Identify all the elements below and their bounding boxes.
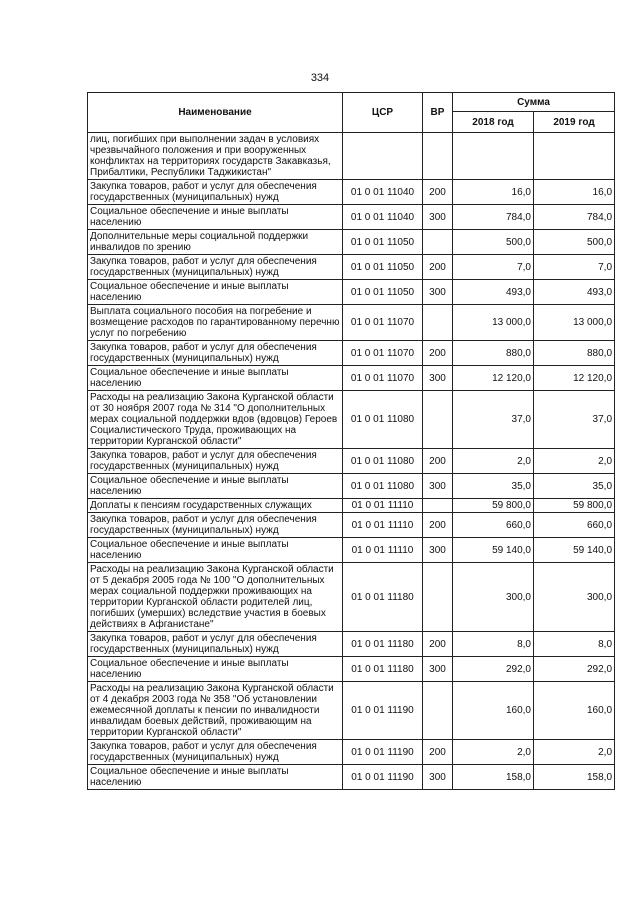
row-2019-cell: 292,0 [534, 657, 615, 682]
table-row [88, 682, 615, 740]
header-vr: ВР [423, 93, 453, 133]
row-2019-cell: 13 000,0 [534, 305, 615, 341]
row-2019-cell: 2,0 [534, 740, 615, 765]
row-vr-cell [423, 305, 453, 341]
row-vr-cell: 200 [423, 513, 453, 538]
row-2018-cell [453, 133, 534, 180]
row-csr-cell: 01 0 01 11180 [343, 563, 423, 632]
row-vr-cell: 200 [423, 180, 453, 205]
header-2019: 2019 год [534, 112, 615, 133]
row-name-cell: Социальное обеспечение и иные выплаты населению [88, 474, 343, 499]
row-2019-cell: 37,0 [534, 391, 615, 449]
row-2018-cell: 160,0 [453, 682, 534, 740]
row-csr-cell: 01 0 01 11080 [343, 474, 423, 499]
row-csr-cell: 01 0 01 11070 [343, 341, 423, 366]
table-row [88, 765, 615, 790]
row-2018-cell: 12 120,0 [453, 366, 534, 391]
row-2019-cell: 12 120,0 [534, 366, 615, 391]
row-2019-cell: 880,0 [534, 341, 615, 366]
row-2019-cell: 158,0 [534, 765, 615, 790]
row-vr-cell: 300 [423, 280, 453, 305]
table-row [88, 740, 615, 765]
table-row [88, 513, 615, 538]
row-2018-cell: 880,0 [453, 341, 534, 366]
table-row [88, 305, 615, 341]
row-csr-cell: 01 0 01 11110 [343, 513, 423, 538]
row-vr-cell [423, 499, 453, 513]
row-csr-cell: 01 0 01 11040 [343, 205, 423, 230]
row-csr-cell: 01 0 01 11050 [343, 230, 423, 255]
row-vr-cell: 300 [423, 366, 453, 391]
row-2018-cell: 59 140,0 [453, 538, 534, 563]
row-csr-cell: 01 0 01 11080 [343, 449, 423, 474]
row-2019-cell: 7,0 [534, 255, 615, 280]
row-2019-cell: 500,0 [534, 230, 615, 255]
row-2018-cell: 158,0 [453, 765, 534, 790]
row-csr-cell: 01 0 01 11190 [343, 740, 423, 765]
budget-table [87, 92, 615, 790]
row-2019-cell [534, 133, 615, 180]
row-csr-cell: 01 0 01 11070 [343, 305, 423, 341]
row-2019-cell: 59 800,0 [534, 499, 615, 513]
row-csr-cell: 01 0 01 11050 [343, 280, 423, 305]
row-csr-cell: 01 0 01 11180 [343, 632, 423, 657]
row-2018-cell: 784,0 [453, 205, 534, 230]
row-2018-cell: 292,0 [453, 657, 534, 682]
row-vr-cell: 200 [423, 341, 453, 366]
row-2018-cell: 500,0 [453, 230, 534, 255]
row-vr-cell [423, 230, 453, 255]
row-csr-cell: 01 0 01 11190 [343, 682, 423, 740]
table-row [88, 205, 615, 230]
row-2019-cell: 35,0 [534, 474, 615, 499]
row-name-cell: Закупка товаров, работ и услуг для обеспечения государственных (муниципальных) нужд [88, 513, 343, 538]
row-vr-cell [423, 391, 453, 449]
page-number: 334 [310, 72, 330, 84]
table-row [88, 280, 615, 305]
table-row [88, 449, 615, 474]
row-name-cell: Выплата социального пособия на погребение и возмещение расходов по гарантированному перечню услуг по погребению [88, 305, 343, 341]
row-name-cell: Закупка товаров, работ и услуг для обеспечения государственных (муниципальных) нужд [88, 449, 343, 474]
row-2019-cell: 300,0 [534, 563, 615, 632]
row-2018-cell: 493,0 [453, 280, 534, 305]
table-row [88, 366, 615, 391]
row-2018-cell: 59 800,0 [453, 499, 534, 513]
row-2018-cell: 8,0 [453, 632, 534, 657]
row-name-cell: Закупка товаров, работ и услуг для обеспечения государственных (муниципальных) нужд [88, 180, 343, 205]
header-csr: ЦСР [343, 93, 423, 133]
table-row [88, 538, 615, 563]
row-csr-cell: 01 0 01 11070 [343, 366, 423, 391]
row-vr-cell: 300 [423, 205, 453, 230]
row-2019-cell: 59 140,0 [534, 538, 615, 563]
row-csr-cell: 01 0 01 11080 [343, 391, 423, 449]
row-vr-cell [423, 563, 453, 632]
row-2019-cell: 493,0 [534, 280, 615, 305]
row-name-cell: Социальное обеспечение и иные выплаты населению [88, 366, 343, 391]
row-vr-cell: 300 [423, 538, 453, 563]
table-row [88, 133, 615, 180]
row-name-cell: Доплаты к пенсиям государственных служащих [88, 499, 343, 513]
row-vr-cell [423, 682, 453, 740]
row-2018-cell: 37,0 [453, 391, 534, 449]
row-csr-cell: 01 0 01 11110 [343, 499, 423, 513]
table-row [88, 563, 615, 632]
row-2018-cell: 300,0 [453, 563, 534, 632]
table-row [88, 255, 615, 280]
row-2019-cell: 784,0 [534, 205, 615, 230]
header-sum: Сумма [453, 93, 615, 112]
row-name-cell: Социальное обеспечение и иные выплаты населению [88, 657, 343, 682]
row-name-cell: Дополнительные меры социальной поддержки инвалидов по зрению [88, 230, 343, 255]
table-row [88, 230, 615, 255]
row-2019-cell: 160,0 [534, 682, 615, 740]
table-header [88, 93, 615, 133]
row-name-cell: Социальное обеспечение и иные выплаты населению [88, 538, 343, 563]
table-row [88, 474, 615, 499]
table-row [88, 632, 615, 657]
row-2018-cell: 7,0 [453, 255, 534, 280]
row-csr-cell: 01 0 01 11180 [343, 657, 423, 682]
row-2019-cell: 2,0 [534, 449, 615, 474]
row-name-cell: лиц, погибших при выполнении задач в условиях чрезвычайного положения и при вооруженных конфликтах на территориях государств Закавказья, Прибалтики, Республики Таджикистан" [88, 133, 343, 180]
row-name-cell: Закупка товаров, работ и услуг для обеспечения государственных (муниципальных) нужд [88, 255, 343, 280]
row-vr-cell: 300 [423, 765, 453, 790]
row-name-cell: Закупка товаров, работ и услуг для обеспечения государственных (муниципальных) нужд [88, 632, 343, 657]
row-vr-cell: 200 [423, 255, 453, 280]
row-vr-cell: 200 [423, 449, 453, 474]
row-name-cell: Социальное обеспечение и иные выплаты населению [88, 765, 343, 790]
table-row [88, 180, 615, 205]
row-csr-cell: 01 0 01 11110 [343, 538, 423, 563]
table-row [88, 341, 615, 366]
table-row [88, 657, 615, 682]
row-name-cell: Социальное обеспечение и иные выплаты населению [88, 280, 343, 305]
row-csr-cell [343, 133, 423, 180]
row-csr-cell: 01 0 01 11040 [343, 180, 423, 205]
row-name-cell: Расходы на реализацию Закона Курганской области от 4 декабря 2003 года № 358 "Об установлении ежемесячной доплаты к пенсии по инвалидности инвалидам боевых действий, проживающим на территории Курганской области" [88, 682, 343, 740]
row-vr-cell: 200 [423, 632, 453, 657]
row-name-cell: Социальное обеспечение и иные выплаты населению [88, 205, 343, 230]
table-body [88, 133, 615, 790]
row-2019-cell: 8,0 [534, 632, 615, 657]
row-name-cell: Закупка товаров, работ и услуг для обеспечения государственных (муниципальных) нужд [88, 740, 343, 765]
row-2019-cell: 16,0 [534, 180, 615, 205]
row-2018-cell: 2,0 [453, 740, 534, 765]
row-name-cell: Закупка товаров, работ и услуг для обеспечения государственных (муниципальных) нужд [88, 341, 343, 366]
row-vr-cell: 200 [423, 740, 453, 765]
table-row [88, 391, 615, 449]
row-csr-cell: 01 0 01 11190 [343, 765, 423, 790]
row-2019-cell: 660,0 [534, 513, 615, 538]
row-vr-cell: 300 [423, 474, 453, 499]
row-csr-cell: 01 0 01 11050 [343, 255, 423, 280]
row-2018-cell: 660,0 [453, 513, 534, 538]
row-vr-cell [423, 133, 453, 180]
row-2018-cell: 35,0 [453, 474, 534, 499]
table-row [88, 499, 615, 513]
header-name: Наименование [88, 93, 343, 133]
row-2018-cell: 2,0 [453, 449, 534, 474]
row-vr-cell: 300 [423, 657, 453, 682]
row-name-cell: Расходы на реализацию Закона Курганской области от 5 декабря 2005 года № 100 "О дополнительных мерах социальной поддержки проживающих на территории Курганской области родителей лиц, погибших (умерших) вследствие участия в боевых действиях в Афганистане" [88, 563, 343, 632]
row-2018-cell: 16,0 [453, 180, 534, 205]
header-2018: 2018 год [453, 112, 534, 133]
row-name-cell: Расходы на реализацию Закона Курганской области от 30 ноября 2007 года № 314 "О дополнительных мерах социальной поддержки вдов (вдовцов) Героев Социалистического Труда, проживающих на территории Курганской области" [88, 391, 343, 449]
row-2018-cell: 13 000,0 [453, 305, 534, 341]
